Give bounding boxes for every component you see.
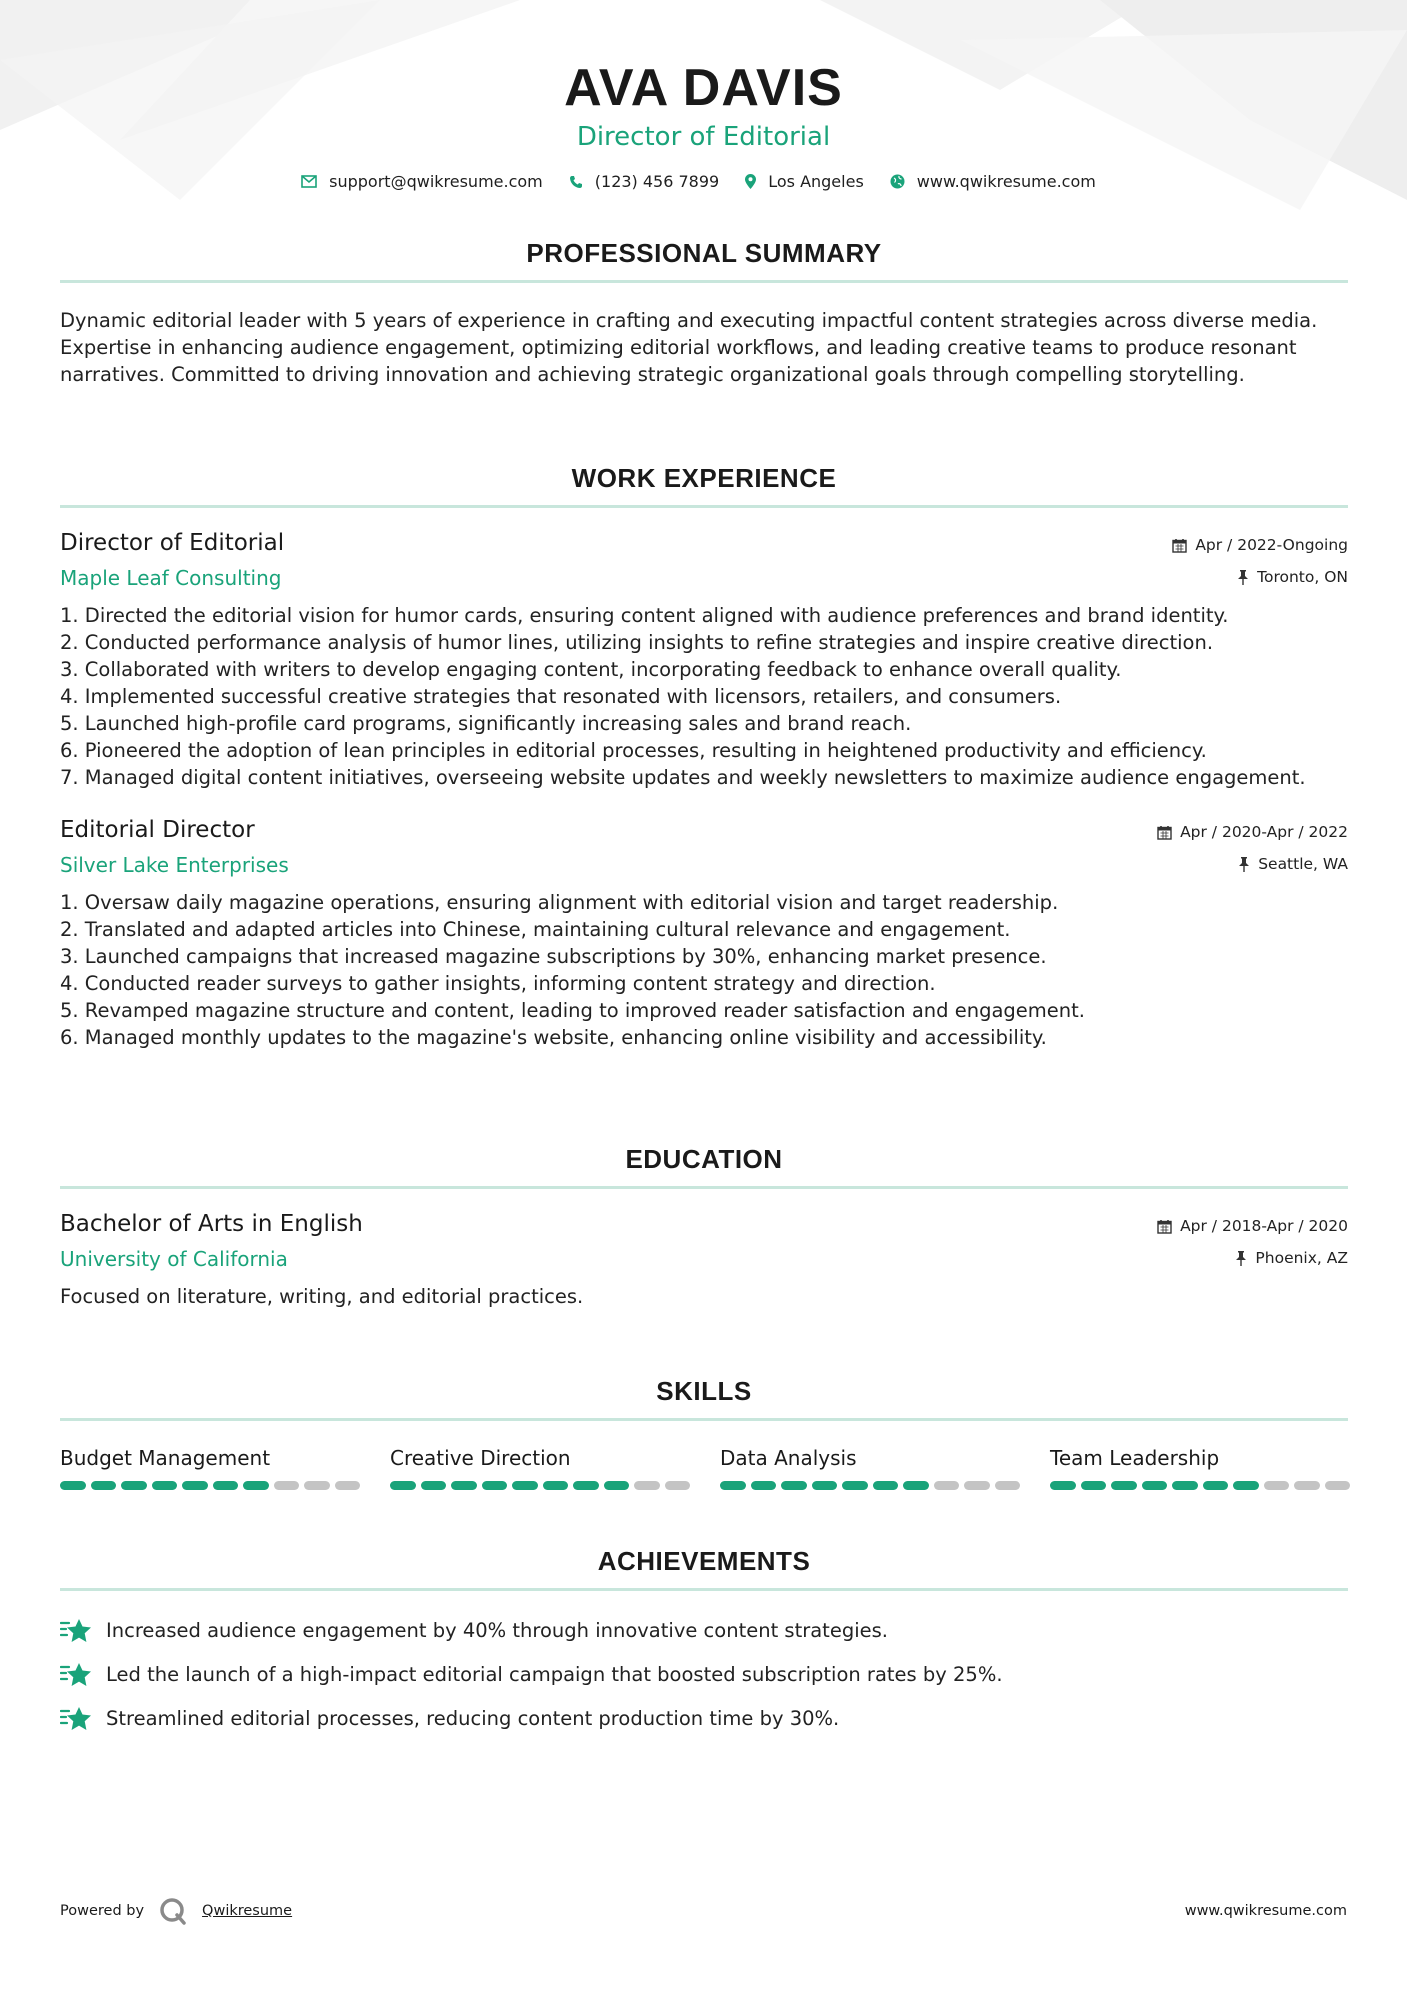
skill-item: [60, 1445, 360, 1490]
skill-dot-filled: [182, 1481, 208, 1490]
list-item: 5. Launched high-profile card programs, significantly increasing sales and brand reach.: [60, 712, 912, 735]
job-location: [1237, 568, 1348, 586]
job-company: Silver Lake Enterprises: [60, 853, 289, 877]
list-item: 2. Conducted performance analysis of humor lines, utilizing insights to refine strategies and inspire creative direction.: [60, 631, 1214, 654]
experience-section: [60, 463, 1348, 1051]
phone-icon: [569, 175, 583, 189]
list-item: 2. Translated and adapted articles into Chinese, maintaining cultural relevance and engagement.: [60, 918, 1011, 941]
education-section: [60, 1144, 1348, 1310]
list-item: 5. Revamped magazine structure and content, leading to improved reader satisfaction and engagement.: [60, 999, 1085, 1022]
education-heading: EDUCATION: [625, 1144, 783, 1174]
skill-dot-filled: [91, 1481, 117, 1490]
contact-phone-text: (123) 456 7899: [594, 172, 720, 191]
section-divider: [60, 1186, 1348, 1189]
list-item: 6. Pioneered the adoption of lean principles in editorial processes, resulting in heightened productivity and efficiency.: [60, 739, 1207, 762]
skill-dot-filled: [873, 1481, 899, 1490]
calendar-icon: [1157, 825, 1172, 840]
skill-name: Creative Direction: [390, 1446, 571, 1470]
skill-name: Data Analysis: [720, 1446, 857, 1470]
skills-heading: SKILLS: [656, 1376, 752, 1406]
powered-by: [60, 1896, 292, 1926]
skill-dot-filled: [512, 1481, 538, 1490]
education-location: [1235, 1249, 1348, 1267]
list-item: 4. Implemented successful creative strategies that resonated with licensors, retailers, and consumers.: [60, 685, 1062, 708]
contact-bar: [0, 172, 1407, 191]
skill-name: Budget Management: [60, 1446, 271, 1470]
skill-dot-filled: [1203, 1481, 1229, 1490]
skill-dot-filled: [482, 1481, 508, 1490]
skill-dot-filled: [152, 1481, 178, 1490]
achievement-text: Streamlined editorial processes, reducing content production time by 30%.: [106, 1707, 840, 1730]
job-dates-text: Apr / 2020-Apr / 2022: [1180, 823, 1348, 841]
powered-by-label: Powered by: [60, 1903, 145, 1919]
skills-section: [60, 1376, 1348, 1490]
calendar-icon: [1172, 538, 1187, 553]
skill-dot-filled: [812, 1481, 838, 1490]
list-item: 1. Oversaw daily magazine operations, ensuring alignment with editorial vision and target readership.: [60, 891, 1059, 914]
calendar-icon: [1157, 1219, 1172, 1234]
skill-dot-empty: [964, 1481, 990, 1490]
achievements-list: [60, 1609, 1348, 1741]
job-location-text: Seattle, WA: [1258, 855, 1348, 873]
page-footer: [60, 1896, 1347, 1926]
achievement-item: [60, 1697, 1348, 1741]
skill-dot-empty: [274, 1481, 300, 1490]
education-description: Focused on literature, writing, and editorial practices.: [60, 1285, 584, 1308]
skill-dot-empty: [1264, 1481, 1290, 1490]
skill-rating-bar: [60, 1481, 360, 1490]
skill-dot-empty: [1325, 1481, 1351, 1490]
job-title: Director of Editorial: [60, 530, 285, 556]
education-dates-text: Apr / 2018-Apr / 2020: [1180, 1217, 1348, 1235]
list-item: 1. Directed the editorial vision for humor cards, ensuring content aligned with audience preferences and brand identity.: [60, 604, 1229, 627]
candidate-name: AVA DAVIS: [564, 59, 843, 117]
skill-dot-filled: [243, 1481, 269, 1490]
skill-dot-filled: [213, 1481, 239, 1490]
summary-heading: PROFESSIONAL SUMMARY: [526, 238, 882, 268]
contact-location-text: Los Angeles: [768, 172, 864, 191]
skill-dot-filled: [842, 1481, 868, 1490]
pushpin-icon: [1237, 570, 1249, 585]
job-bullets: [60, 889, 1348, 1051]
section-divider: [60, 505, 1348, 508]
job-dates: [1172, 536, 1348, 554]
contact-email-text: support@qwikresume.com: [329, 172, 543, 191]
list-item: 3. Launched campaigns that increased magazine subscriptions by 30%, enhancing market presence.: [60, 945, 1047, 968]
contact-email[interactable]: [301, 172, 543, 191]
list-item: 3. Collaborated with writers to develop engaging content, incorporating feedback to enhance overall quality.: [60, 658, 1122, 681]
skill-dot-filled: [421, 1481, 447, 1490]
star-icon: [60, 1706, 92, 1732]
qwikresume-link[interactable]: Qwikresume: [202, 1903, 293, 1919]
contact-location: [745, 172, 864, 191]
list-item: 7. Managed digital content initiatives, overseeing website updates and weekly newsletters to maximize audience engagement.: [60, 766, 1306, 789]
job-dates: [1157, 823, 1348, 841]
contact-phone[interactable]: [569, 172, 719, 191]
pushpin-icon: [1235, 1251, 1247, 1266]
skill-dot-filled: [543, 1481, 569, 1490]
envelope-icon: [301, 175, 317, 188]
skill-dot-filled: [1172, 1481, 1198, 1490]
footer-website[interactable]: www.qwikresume.com: [1184, 1903, 1347, 1919]
map-pin-icon: [745, 174, 756, 189]
job-company: Maple Leaf Consulting: [60, 566, 282, 590]
skill-dot-filled: [604, 1481, 630, 1490]
skill-item: [1050, 1445, 1350, 1490]
skill-dot-empty: [1294, 1481, 1320, 1490]
qwikresume-logo-icon: [158, 1896, 188, 1926]
contact-website-text: www.qwikresume.com: [916, 172, 1096, 191]
achievement-item: [60, 1609, 1348, 1653]
skill-dot-filled: [60, 1481, 86, 1490]
education-dates: [1157, 1217, 1348, 1235]
skill-item: [720, 1445, 1020, 1490]
candidate-title: Director of Editorial: [576, 122, 831, 152]
achievement-text: Led the launch of a high-impact editorial campaign that boosted subscription rates by 25%.: [106, 1663, 1003, 1686]
skill-item: [390, 1445, 690, 1490]
skill-rating-bar: [1050, 1481, 1350, 1490]
skill-dot-filled: [1050, 1481, 1076, 1490]
achievements-section: [60, 1546, 1348, 1741]
skill-dot-filled: [451, 1481, 477, 1490]
skill-rating-bar: [720, 1481, 1020, 1490]
degree-title: Bachelor of Arts in English: [60, 1211, 363, 1237]
section-divider: [60, 1418, 1348, 1421]
list-item: 6. Managed monthly updates to the magazine's website, enhancing online visibility and accessibility.: [60, 1026, 1047, 1049]
skill-dot-filled: [781, 1481, 807, 1490]
skills-grid: [60, 1445, 1348, 1490]
job-entry: [60, 528, 1348, 791]
skill-dot-filled: [720, 1481, 746, 1490]
skill-dot-filled: [1233, 1481, 1259, 1490]
skill-dot-filled: [1142, 1481, 1168, 1490]
list-item: 4. Conducted reader surveys to gather insights, informing content strategy and direction.: [60, 972, 936, 995]
skill-dot-filled: [390, 1481, 416, 1490]
experience-heading: WORK EXPERIENCE: [571, 463, 837, 493]
summary-text: Dynamic editorial leader with 5 years of experience in crafting and executing impactful content strategies across diverse media. Expertise in enhancing audience engagement, optimizing editorial workflows, and leading creative teams to produce resonant narratives. Committed to driving innovation and achieving strategic organizational goals through compelling storytelling.: [60, 309, 1318, 386]
achievement-text: Increased audience engagement by 40% through innovative content strategies.: [106, 1619, 888, 1642]
skill-dot-filled: [751, 1481, 777, 1490]
skill-name: Team Leadership: [1050, 1446, 1220, 1470]
skill-dot-empty: [665, 1481, 691, 1490]
contact-website[interactable]: [890, 172, 1096, 191]
skill-dot-filled: [903, 1481, 929, 1490]
star-icon: [60, 1662, 92, 1688]
job-location: [1238, 855, 1348, 873]
job-dates-text: Apr / 2022-Ongoing: [1195, 536, 1348, 554]
skill-dot-filled: [121, 1481, 147, 1490]
skill-dot-empty: [934, 1481, 960, 1490]
section-divider: [60, 280, 1348, 283]
skill-dot-empty: [304, 1481, 330, 1490]
education-location-text: Phoenix, AZ: [1255, 1249, 1348, 1267]
job-title: Editorial Director: [60, 817, 255, 843]
skill-dot-empty: [995, 1481, 1021, 1490]
skill-dot-filled: [573, 1481, 599, 1490]
resume-header: [0, 0, 1407, 191]
star-icon: [60, 1618, 92, 1644]
skill-dot-empty: [634, 1481, 660, 1490]
skill-dot-empty: [335, 1481, 361, 1490]
school-name: University of California: [60, 1247, 288, 1271]
skill-dot-filled: [1111, 1481, 1137, 1490]
job-location-text: Toronto, ON: [1257, 568, 1348, 586]
skill-dot-filled: [1081, 1481, 1107, 1490]
globe-icon: [890, 174, 905, 189]
job-bullets: [60, 602, 1348, 791]
achievement-item: [60, 1653, 1348, 1697]
achievements-heading: ACHIEVEMENTS: [597, 1546, 811, 1576]
job-entry: [60, 815, 1348, 1051]
pushpin-icon: [1238, 857, 1250, 872]
section-divider: [60, 1588, 1348, 1591]
summary-section: [60, 238, 1348, 388]
education-entry: [60, 1209, 1348, 1310]
skill-rating-bar: [390, 1481, 690, 1490]
